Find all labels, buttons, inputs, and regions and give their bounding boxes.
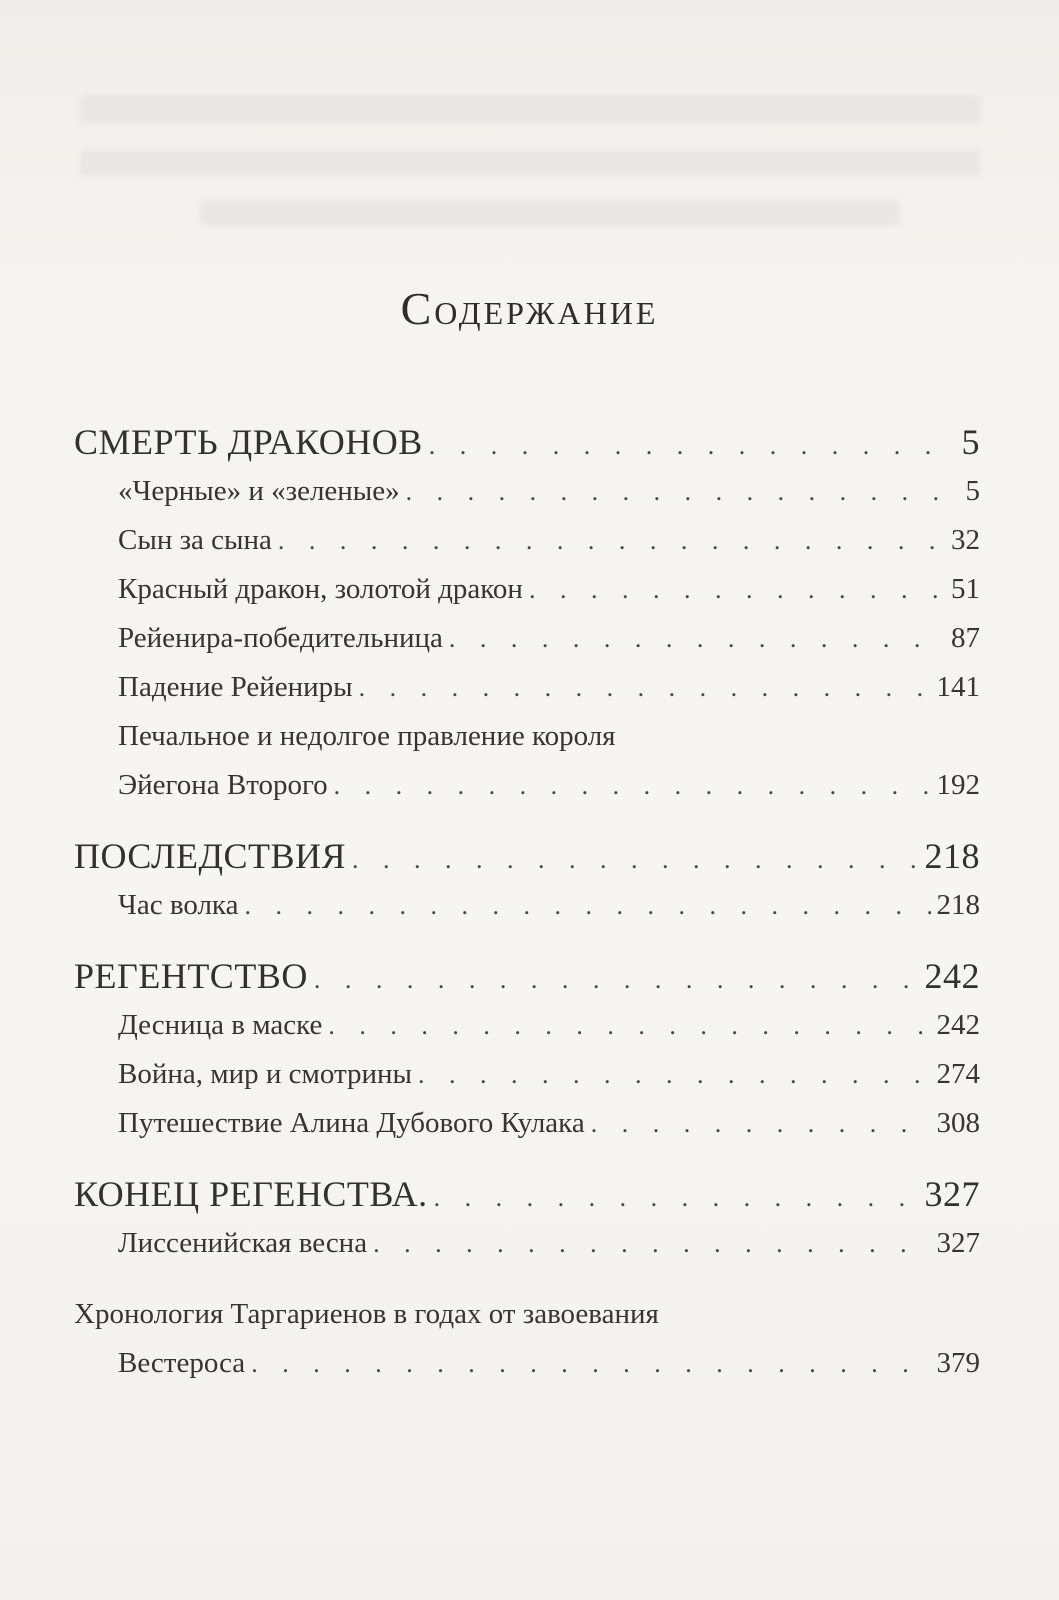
chapter-entry[interactable] (74, 516, 980, 565)
chapter-title: Десница в маске (118, 1009, 323, 1041)
page-number: 327 (936, 1227, 980, 1259)
section-title: РЕГЕНТСТВО (74, 956, 308, 996)
dot-leader (373, 1219, 930, 1268)
dot-leader (352, 835, 918, 884)
table-of-contents (74, 418, 980, 1388)
bleed-through-text (200, 200, 900, 226)
page-number: 242 (936, 1009, 980, 1041)
section-entry[interactable] (74, 418, 980, 467)
appendix-entry-line2[interactable] (74, 1339, 980, 1388)
appendix-title: Хронология Таргариенов в годах от завоевания (74, 1298, 659, 1330)
section-title: ПОСЛЕДСТВИЯ (74, 836, 347, 876)
dot-leader (591, 1099, 931, 1148)
chapter-title: Сын за сына (118, 524, 272, 556)
dot-leader (328, 1001, 930, 1050)
page-number: 141 (936, 671, 980, 703)
toc-section (74, 418, 980, 810)
section-entry[interactable] (74, 952, 980, 1001)
chapter-title: Печальное и недолгое правление короля (118, 720, 616, 752)
chapter-entry[interactable] (74, 565, 980, 614)
appendix-title: Вестероса (118, 1347, 246, 1379)
page-number: 87 (951, 622, 980, 654)
chapter-entry[interactable] (74, 467, 980, 516)
chapter-entry[interactable] (74, 614, 980, 663)
toc-section (74, 952, 980, 1148)
dot-leader (251, 1339, 930, 1388)
dot-leader (314, 955, 919, 1004)
chapter-entry[interactable] (74, 1099, 980, 1148)
chapter-title: Война, мир и смотрины (118, 1058, 413, 1090)
page-number: 51 (951, 573, 980, 605)
chapter-title: «Черные» и «зеленые» (118, 475, 400, 507)
toc-section (74, 832, 980, 930)
chapter-entry[interactable] (74, 1219, 980, 1268)
section-title: СМЕРТЬ ДРАКОНОВ (74, 422, 423, 462)
chapter-entry[interactable] (74, 1050, 980, 1099)
chapter-entry-line2[interactable] (74, 761, 980, 810)
toc-section (74, 1170, 980, 1268)
section-title: КОНЕЦ РЕГЕНСТВА. (74, 1174, 428, 1214)
page-number: 274 (936, 1058, 980, 1090)
section-entry[interactable] (74, 832, 980, 881)
section-entry[interactable] (74, 1170, 980, 1219)
chapter-title: Падение Рейениры (118, 671, 353, 703)
dot-leader (278, 516, 945, 565)
page-number: 327 (924, 1174, 980, 1214)
dot-leader (429, 421, 956, 470)
dot-leader (434, 1173, 919, 1222)
page-number: 5 (965, 475, 980, 507)
page-number: 218 (936, 889, 980, 921)
dot-leader (529, 565, 945, 614)
page-number: 379 (936, 1347, 980, 1379)
dot-leader (406, 467, 960, 516)
chapter-title: Эйегона Второго (118, 769, 328, 801)
dot-leader (359, 663, 931, 712)
chapter-title: Путешествие Алина Дубового Кулака (118, 1107, 585, 1139)
dot-leader (244, 881, 930, 930)
bleed-through-text (80, 96, 980, 122)
chapter-entry-line1[interactable] (74, 712, 980, 761)
chapter-entry[interactable] (74, 1001, 980, 1050)
appendix-entry-line1[interactable] (74, 1290, 980, 1339)
dot-leader (418, 1050, 930, 1099)
chapter-entry[interactable] (74, 663, 980, 712)
toc-appendix (74, 1290, 980, 1388)
page-number: 218 (924, 836, 980, 876)
page-title: Содержание (400, 283, 659, 334)
page-number: 308 (936, 1107, 980, 1139)
page-number: 192 (936, 769, 980, 801)
page-number: 32 (951, 524, 980, 556)
page-number: 242 (924, 956, 980, 996)
dot-leader (449, 614, 945, 663)
chapter-entry[interactable] (74, 881, 980, 930)
page-number: 5 (961, 422, 980, 462)
chapter-title: Красный дракон, золотой дракон (118, 573, 523, 605)
chapter-title: Час волка (118, 889, 239, 921)
dot-leader (334, 761, 931, 810)
bleed-through-text (80, 150, 980, 176)
chapter-title: Лиссенийская весна (118, 1227, 368, 1259)
chapter-title: Рейенира-победительница (118, 622, 443, 654)
